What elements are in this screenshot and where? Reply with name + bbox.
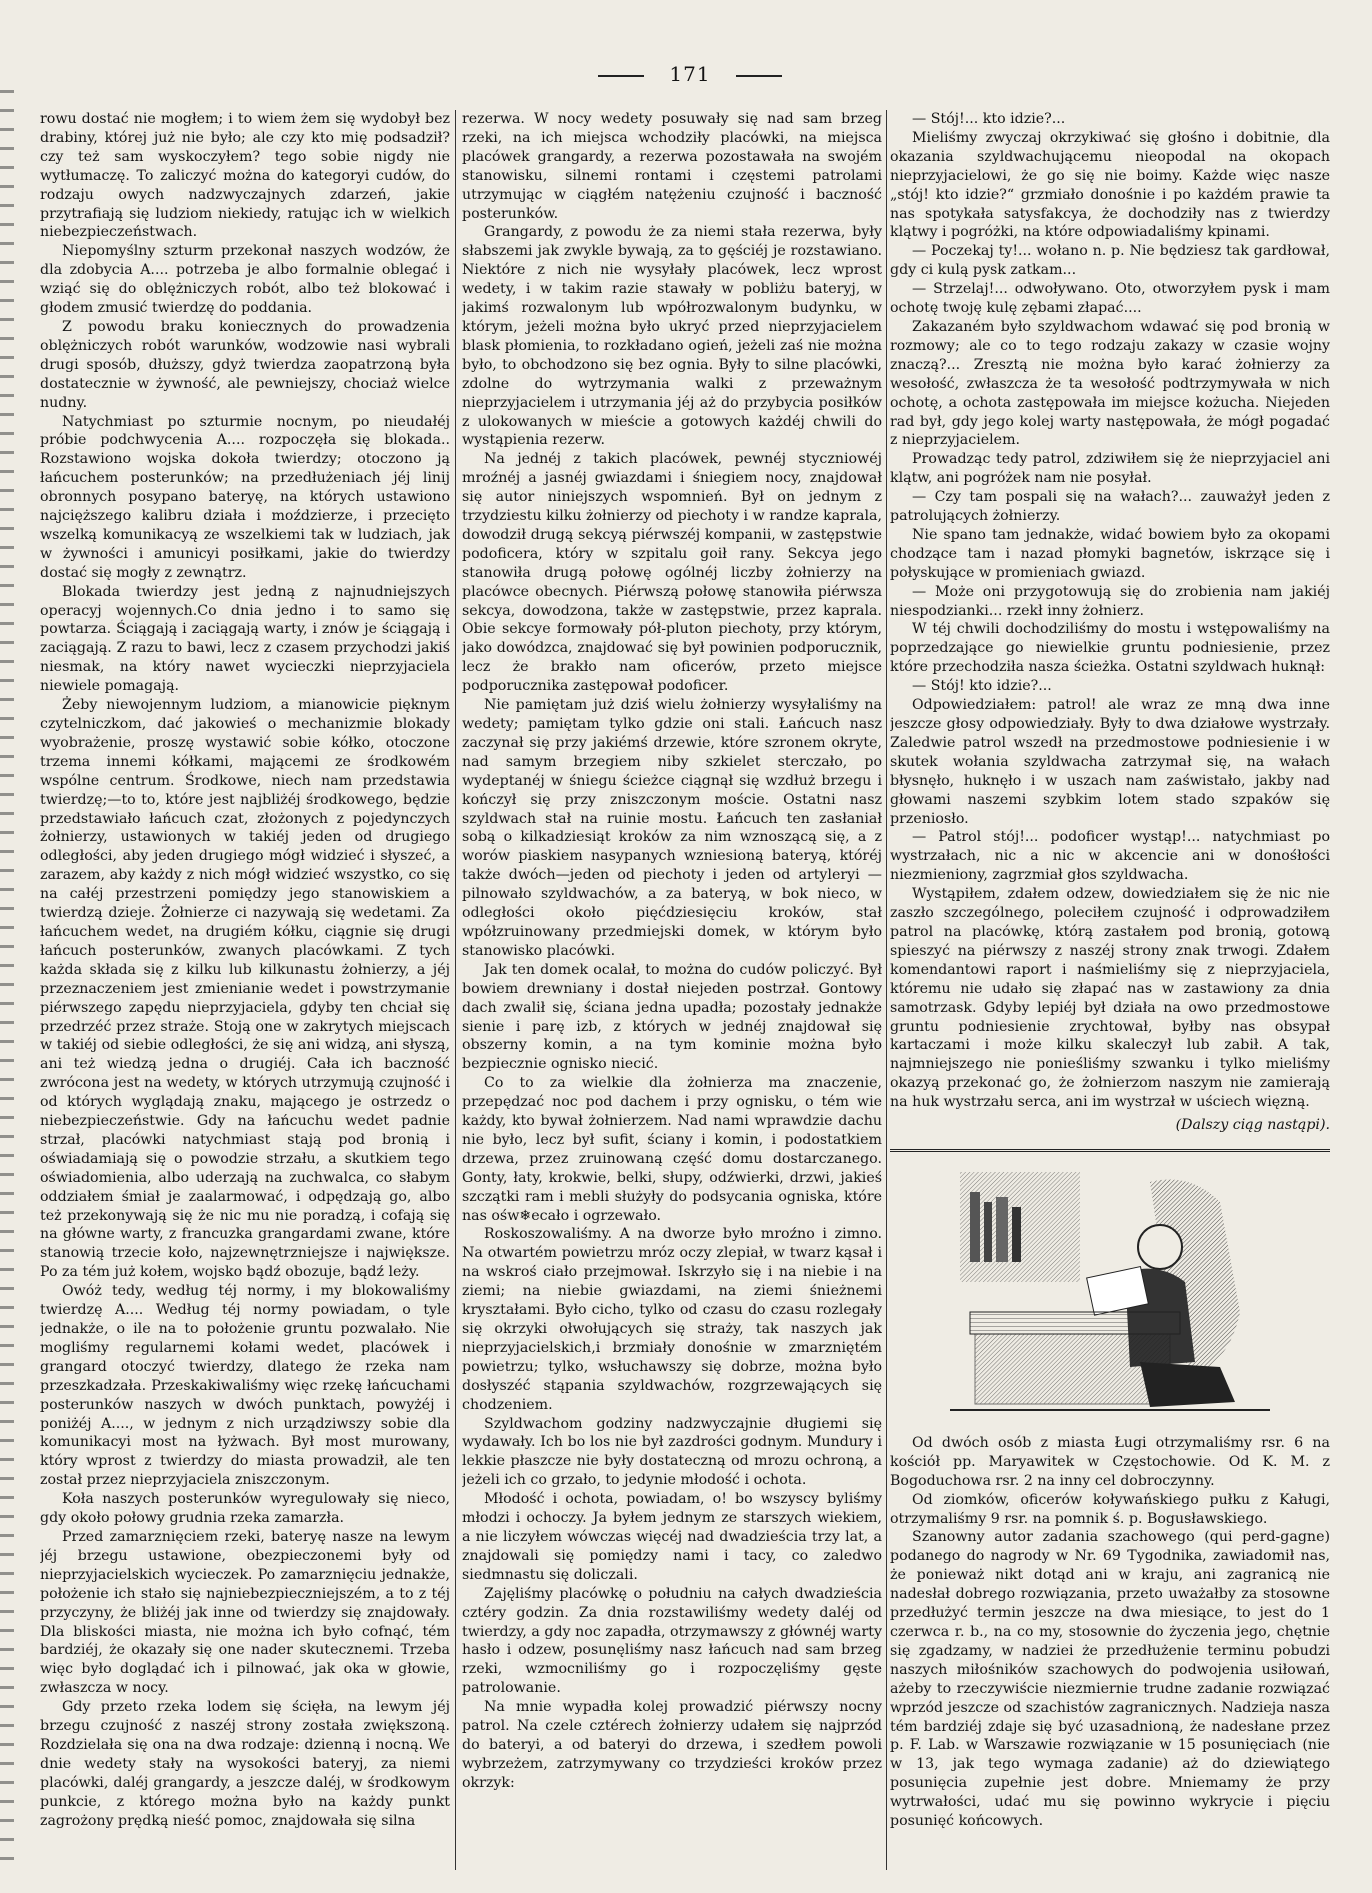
paragraph: Niepomyślny szturm przekonał naszych wodzów, że dla zdobycia A.... potrzeba je albo formalnie oblegać i wziąć się do oblężniczych robót, albo też blokować i głodem zmusić twierdzę do poddania. — [40, 243, 450, 317]
paragraph: Mieliśmy zwyczaj okrzykiwać się głośno i dobitnie, dla okazania szyldwachującemu nieopodal na okopach nieprzyjacielowi, że go się nie boimy. Każde więc nasze „stój! kto idzie?“ grzmiało donośnie i po każdém prawie ta nas spotykała satysfakcya, że dochodziły nas z twierdzy klątwy i pogróżki, na które odpowiadaliśmy kpinami. — [890, 129, 1330, 241]
paragraph: Na jednéj z takich placówek, pewnéj styczniowéj mroźnéj a jasnéj gwiazdami i śniegiem nocy, znajdował się autor niniejszych wspomnień. Był on jednym z trzydziestu kilku żołnierzy od piechoty i w randze kaprala, dowodził drugą sekcyą piérwszéj kompanii, w zastępstwie podoficera, który w szpitalu goił rany. Sekcya jego stanowiła drugą połowę ogólnéj liczby żołnierzy na placówce obecnych. Piérwszą połowę stanowiła piérwsza sekcya, dowodzona, także w zastępstwie, przez kaprala. Obie sekcye formowały pół-pluton piechoty, przy którym, jako dowódzca, znajdować się był powinien podporucznik, lecz że brakło nam oficerów, przeto miejsce podporucznika zastępował podoficer. — [462, 451, 882, 695]
column-1 — [40, 110, 450, 1870]
page-number: 171 — [669, 62, 711, 86]
paragraph: Co to za wielkie dla żołnierza ma znaczenie, przepędzać noc pod dachem i przy ognisku, o tém wie każdy, kto bywał żołnierzem. Nad nami wprawdzie dachu nie było, lecz był sufit, ściany i komin, i podostatkiem drzewa, przez zruinowaną część domu dostarczanego. Gonty, łaty, krokwie, belki, słupy, odźwierki, drzwi, jakieś szczątki ram i mebli służyły do podsycania ogniska, które nas ośw❄ecało i ogrzewało. — [462, 1075, 882, 1224]
page-header — [560, 62, 820, 86]
paragraph: Szyldwachom godziny nadzwyczajnie długiemi się wydawały. Ich bo los nie był zazdrości godnym. Mundury i lekkie płaszcze nie były dostateczną od mrozu ochroną, a jeżeli ich co grzało, to jedynie młodość i ochota. — [462, 1415, 882, 1489]
paragraph: Zajęliśmy placówkę o południu na całych dwadzieścia cztéry godzin. Za dnia rozstawiliśmy wedety daléj od twierdzy, a gdy noc zapadła, otrzymawszy z głównéj warty hasło i odzew, posunęliśmy nasz łańcuch nad sam brzeg rzeki, wzmocniliśmy go i rozpoczęliśmy gęste patrolowanie. — [462, 1585, 882, 1697]
paragraph: Młodość i ochota, powiadam, o! bo wszyscy byliśmy młodzi i ochoczy. Ja byłem jednym ze starszych wiekiem, a nie liczyłem wówczas więcéj nad dwadzieścia trzy lat, a znajdowali się pomiędzy nami i tacy, co zaledwo siedmnastu się doliczali. — [462, 1491, 882, 1583]
paragraph: Roskoszowaliśmy. A na dworze było mroźno i zimno. Na otwartém powietrzu mróz oczy zlepiał, w twarz kąsał i na wskroś ciało przejmował. Iskrzyło się i na niebie i na ziemi; na niebie gwiazdami, na ziemi śnieżnemi kryształami. Było cicho, tylko od czasu do czasu rozlegały się okrzyki ołwołujących się straży, tak naszych jak nieprzyjacielskich,i brzmiały donośnie w zmarzniętém powietrzu; tylko, wsłuchawszy się dobrze, można było dosłyszéć stąpania szyldwachów, rozgrzewających się chodzeniem. — [462, 1226, 882, 1413]
paragraph: — Patrol stój!... podoficer wystąp!... natychmiast po wystrzałach, nic a nic w akcencie ani w donośłości niezmieniony, zagrzmiał głos szyldwacha. — [890, 829, 1330, 884]
paragraph: Od dwóch osób z miasta Ługi otrzymaliśmy rsr. 6 na kościół pp. Maryawitek w Częstochowie. Od K. M. z Bogoduchowa rsr. 2 na inny cel dobroczynny. — [890, 1434, 1330, 1489]
header-rule-right — [736, 75, 782, 77]
paragraph: Koła naszych posterunków wyregulowały się nieco, gdy około połowy grudnia rzeka zamarzła. — [40, 1491, 450, 1527]
column-3 — [890, 110, 1330, 1870]
paragraph: Na mnie wypadła kolej prowadzić piérwszy nocny patrol. Na czele cztérech żołnierzy udałem się najprzód do bateryi, a od bateryi do drzewa, i szedłem powoli wybrzeżem, zatrzymywany co trzydzieści kroków przez okrzyk: — [462, 1699, 882, 1791]
section-rule — [890, 1149, 1330, 1152]
paragraph: — Czy tam pospali się na wałach?... zauważył jeden z patrolujących żołnierzy. — [890, 489, 1330, 525]
paragraph: Nie spano tam jednakże, widać bowiem było za okopami chodzące tam i nazad płomyki bagnetów, iskrzące się i połyskujące w promieniach gwiazd. — [890, 526, 1330, 581]
paragraph: — Strzelaj!... odwoływano. Oto, otworzyłem pysk i mam ochotę twoję kulę zębami złapać.... — [890, 281, 1330, 317]
column-divider — [886, 110, 887, 1870]
paragraph: Żeby niewojennym ludziom, a mianowicie pięknym czytelniczkom, dać jakowieś o mechanizmie blokady wyobrażenie, proszę wystawić sobie kółko, otoczone trzema innemi kółkami, mającemi ze środkowém wspólne centrum. Środkowe, niech nam przedstawia twierdzę;—to to, które jest najbliżéj środkowego, będzie przedstawiało łańcuch czat, złożonych z pojedynczych żołnierzy, ustawionych w takiéj jeden od drugiego odległości, aby jeden drugiego mógł widzieć i słyszeć, a zarazem, aby każdy z nich mógł widzieć wszystko, co się na całéj przestrzeni pomiędzy jego stanowiskiem a twierdzą dzieje. Żołnierze ci nazywają się wedetami. Za łańcuchem wedet, na drugiém kółku, ciągnie się drugi łańcuch posterunków, zwanych placówkami. Z tych każda składa się z kilku lub kilkunastu żołnierzy, a jéj przeznaczeniem jest zmienianie wedet i powstrzymanie piérwszego zapędu nieprzyjaciela, gdyby ten chciał się przedrzéć przez straże. Stoją one w zakrytych miejscach w takiéj od siebie odległości, że się ani widzą, ani słyszą, ani też wiedzą jedna o drugiéj. Cała ich baczność zwrócona jest na wedety, w których utrzymują czujność i od których wyglądają znaku, mającego je ostrzedz o niebezpieczeństwie. Gdy na łańcuchu wedet padnie strzał, placówki natychmiast stają pod bronią i oświadamiają się o powodzie strzału, a skutkiem tego oświadomienia, albo uderzają na zuchwalca, co słabym oddziałem śmiał je zaalarmować, i odpędzają go, albo też przekonywają się że nic mu nie poradzą, i cofają się na główne warty, z francuzka grangardami zwane, które stanowią trzecie koło, najzewnętrzniejsze i największe. Po za tém już kołem, wojsko bądź obozuje, bądź leży. — [40, 697, 450, 1281]
paragraph: Z powodu braku koniecznych do prowadzenia oblężniczych robót warunków, wodzowie nasi wybrali drugi sposób, dłuższy, gdyż twierdza zaopatrzoną była dostatecznie w żywność, ale pewniejszy, chociaż wielce nudny. — [40, 318, 450, 411]
paragraph: Jak ten domek ocalał, to można do cudów policzyć. Był bowiem drewniany i dostał niejeden postrzał. Gontowy dach zwalił się, ściana jedna upadła; pozostały jednakże sienie i parę izb, z których w jednéj znajdował się obszerny komin, a na tym kominie można było bezpiecznie ognisko niecić. — [462, 961, 882, 1073]
paragraph: Wystąpiłem, zdałem odzew, dowiedziałem się że nic nie zaszło szczególnego, poleciłem czujność i odprowadziłem patrol na placówkę, którą zastałem pod bronią, gotową spieszyć na piérwszy z naszéj strony znak trwogi. Zdałem komendantowi raport i naśmieliśmy się z nieprzyjaciela, któremu nie udało się złapać nas w zastawiony za dnia samotrzask. Gdyby lepiéj był działa na owo przedmostowe gruntu podniesienie zrychtował, byłby nas obsypał kartaczami i może kilku skaleczył lub zabił. A tak, najmniejszego nie ponieśliśmy szwanku i tylko mieliśmy okazyą przekonać go, że żołnierzom naszym nie zamierają na huk wystrzału serca, ani im wystrzał w uściech więzną. — [890, 886, 1330, 1111]
paragraph: Odpowiedziałem: patrol! ale wraz ze mną dwa inne jeszcze głosy odpowiedziały. Były to dwa działowe wystrzały. Zaledwie patrol wszedł na przedmostowe podniesienie i w skutek wołania szyldwacha zatrzymał się, na wałach błysnęło, huknęło i w uszach nam zaświstało, jakby nad głowami naszemi szybkim lotem stado szpaków się przeniosło. — [890, 697, 1330, 827]
column-divider — [455, 110, 456, 1870]
column-2 — [462, 110, 882, 1870]
paragraph: Szanowny autor zadania szachowego (qui perd-gagne) podanego do nagrody w Nr. 69 Tygodnika, zawiadomił nas, że ponieważ nikt dotąd ani w kraju, ani zagranicą nie nadesłał dobrego rozwiązania, przeto uważałby za stosowne przedłużyć termin jeszcze na dwa miesiące, to jest do 1 czerwca r. b., na co my, stosownie do życzenia jego, chętnie się zgadzamy, w nadziei że przedłużenie terminu pobudzi naszych miłośników szachowych do podwojenia usiłowań, ażeby to rzeczywiście niezmiernie trudne zadanie rozwiązać wprzód jeszcze od szachistów zagranicznych. Nadzieja nasza tém bardziéj zdaje się być uzasadnioną, że nadesłane przez p. F. Lab. w Warszawie rozwiązanie w 15 posunięciach (nie w 13, jak tego wymaga zadanie) aż do dziewiątego posunięcia zupełnie jest dobre. Mniemamy że przy wytrwałości, udać mu się powinno wykrycie i pięciu posunięć końcowych. — [890, 1529, 1330, 1830]
paragraph: Gdy przeto rzeka lodem się ścięła, na lewym jéj brzegu czujność z naszéj strony została zwiększoną. Rozdzielała się ona na dwa rodzaje: dzienną i nocną. We dnie wedety stały na wysokości bateryj, za niemi placówki, daléj grangardy, a jeszcze daléj, w środkowym punkcie, z którego można było na każdy punkt zagrożony prędką nieść pomoc, znajdowała się silna — [40, 1699, 450, 1829]
paragraph: Przed zamarznięciem rzeki, bateryę nasze na lewym jéj brzegu ustawione, obezpieczonemi były od nieprzyjacielskich wycieczek. Po zamarznięciu jednakże, położenie ich stało się najniebezpieczniejszém, a to z téj przyczyny, że bliżéj jak inne od twierdzy się znajdowały. Dla bliskości miasta, nie można ich było cofnąć, tém bardziéj, że okazały się one nader skutecznemi. Trzeba więc było doglądać ich i pilnować, jak oka w głowie, zwłaszcza w nocy. — [40, 1528, 450, 1697]
header-rule-left — [598, 75, 644, 77]
continued-note: (Dalszy ciąg nastąpi). — [1175, 1117, 1330, 1134]
paragraph: Blokada twierdzy jest jedną z najnudniejszych operacyj wojennych.Co dnia jedno i to samo się powtarza. Ściągają i zaciągają warty, i znów je ściągają i zaciągają. Z razu to bawi, lecz z czasem przychodzi jakiś niesmak, na który nawet wycieczki nieprzyjaciela niewiele pomagają. — [40, 583, 450, 695]
paragraph: — Stój! kto idzie?... — [912, 678, 1052, 695]
paragraph: Grangardy, z powodu że za niemi stała rezerwa, były słabszemi jak zwykle bywają, za to gęściéj je rozstawiano. Niektóre z nich nie wysyłały placówek, lecz wprost wedety, i w takim razie stawały w pobliżu bateryj, w jakimś rozwalonym lub wpółrozwalonym budynku, w którym, jeżeli można było ukryć przed nieprzyjacielem blask płomienia, to rozkładano ogień, jeżeli zaś nie można było, to obchodzono się bez ognia. Były to silne placówki, zdolne do wytrzymania walki z przeważnym nieprzyjacielem i utrzymania jéj aż do przybycia posiłków z ulokowanych w mieście a gotowych każdéj chwili do wystąpienia rezerw. — [462, 224, 882, 449]
paragraph: Nie pamiętam już dziś wielu żołnierzy wysyłaliśmy na wedety; pamiętam tylko gdzie oni stali. Łańcuch nasz zaczynał się przy jakiémś drzewie, które szronem okryte, nad samym brzegiem niby szkielet sterczało, po wydeptanéj w śniegu ścieżce ciągnął się wzdłuż brzegu i kończył się przy zniszczonym moście. Ostatni nasz szyldwach stał na ruinie mostu. Łańcuch ten zasłaniał sobą o kilkadziesiąt kroków za nim wznoszącą się, a z worów piaskiem nasypanych wzniesioną bateryą, któréj także dwóch—jeden od piechoty i jeden od artyleryi — pilnowało szyldwachów, a za bateryą, w bok nieco, w odległości około pięćdziesięciu kroków, stał wpółzruinowany przedmiejski domek, w którym było stanowisko placówki. — [462, 697, 882, 959]
paragraph: Owóż tedy, według téj normy, i my blokowaliśmy twierdzę A.... Według téj normy powiadam, o tyle jednakże, o ile na to położenie gruntu pozwalało. Nie mogliśmy regularnemi kołami wedet, placówek i grangard otoczyć twierdzy, dlatego że rzeka nam przeszkadzała. Przeskakiwaliśmy więc rzekę łańcuchami posterunków naszych w dwóch punktach, powyżéj i poniżéj A...., w jednym z nich urządziwszy sobie dla komunikacyi most na łyżwach. Był most murowany, który wprost z twierdzy do miasta prowadził, ale ten został przez nieprzyjaciela zniszczonym. — [40, 1283, 450, 1489]
paragraph: rezerwa. W nocy wedety posuwały się nad sam brzeg rzeki, na ich miejsca wchodziły placówki, na miejsca placówek grangardy, a rezerwa pozostawała na swojém stanowisku, silnemi rontami i częstemi patrolami utrzymując w ciągłém natężeniu czujność i baczność posterunków. — [462, 111, 882, 222]
paragraph: Prowadząc tedy patrol, zdziwiłem się że nieprzyjaciel ani klątw, ani pogróżek nam nie posyłał. — [890, 451, 1330, 487]
paragraph: Od ziomków, oficerów koływańskiego pułku z Kaługi, otrzymaliśmy 9 rsr. na pomnik ś. p. Bogusławskiego. — [890, 1491, 1330, 1527]
paragraph: W téj chwili dochodziliśmy do mostu i wstępowaliśmy na poprzedzające go niewielkie gruntu podniesienie, przez które przechodziła nasza ścieżka. Ostatni szyldwach huknął: — [890, 621, 1330, 676]
paragraph: Zakazaném było szyldwachom wdawać się pod bronią w rozmowy; ale co to tego rodzaju zakazy w czasie wojny znaczą?... Zresztą nie można było karać żołnierzy za wesołość, zwłaszcza że ta wesołość podtrzymywała w nich ochotę, a ochota zastępowała im miejsce kożucha. Niejeden rad był, gdy jego kolej warty następowała, że mógł pogadać z nieprzyjacielem. — [890, 318, 1330, 449]
paragraph: rowu dostać nie mogłem; i to wiem żem się wydobył bez drabiny, której już nie było; ale czy kto mię podsadził? czy też sam wyskoczyłem? tego sobie nigdy nie wytłumaczę. To zaliczyć można do kategoryi cudów, do rodzaju owych nadzwyczajnych zdarzeń, jakie przytrafiają się ludziom niekiedy, ratując ich w wielkich niebezpieczeństwach. — [40, 111, 450, 241]
paragraph: — Poczekaj ty!... wołano n. p. Nie będziesz tak gardłował, gdy ci kulą pysk zatkam... — [890, 243, 1330, 279]
binding-edge-marks — [0, 90, 14, 1870]
paragraph: — Stój!... kto idzie?... — [912, 111, 1066, 127]
paragraph: Natychmiast po szturmie nocnym, po nieudałéj próbie podchwycenia A.... rozpoczęła się blokada.. Rozstawiono wojska dokoła twierdzy; otoczono ją łańcuchem posterunków; na przedłużeniach jéj linij obronnych posypano bateryę, na których ustawiono najcięższego kalibru działa i moździerze, i przecięto wszelką komunikacyą ze wszelkiemi tak w ludziach, jak w żywności i amunicyi posiłkami, jakie do twierdzy dostać się mogły z zewnątrz. — [40, 413, 450, 581]
engraving-man-reading-illustration — [950, 1162, 1270, 1422]
paragraph: — Może oni przygotowują się do zrobienia nam jakiéj niespodzianki... rzekł inny żołnierz. — [890, 583, 1330, 619]
